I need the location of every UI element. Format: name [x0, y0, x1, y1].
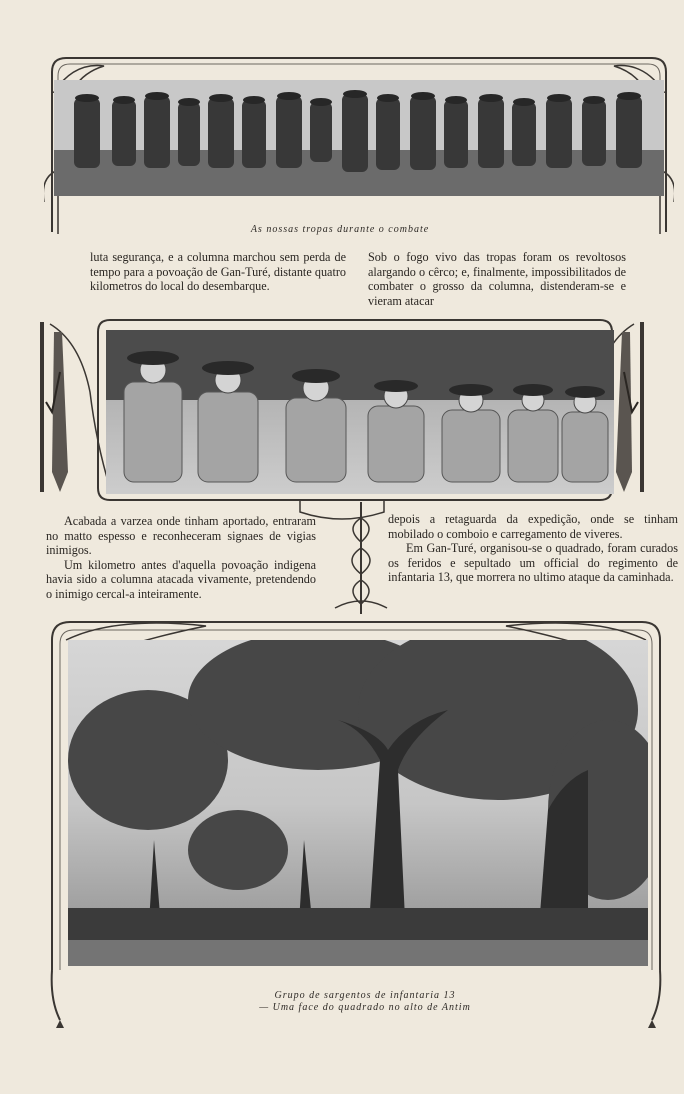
troops-silhouette	[54, 80, 664, 196]
text-mid-right-paragraph-2: Em Gan-Turé, organisou-se o quadrado, foram curados os feridos e sepultado um official do regimento de infantaria 13, que morrera no ultimo ataque da caminhada.	[388, 541, 678, 585]
top-photo	[54, 80, 664, 196]
sargentos-silhouette	[106, 330, 614, 494]
text-mid-left	[46, 514, 316, 602]
trees-silhouette	[68, 640, 648, 966]
text-top-left	[90, 250, 346, 294]
text-mid-right-paragraph-1: depois a retaguarda da expedição, onde se tinham mobilado o comboio e carregamento de viveres.	[388, 512, 678, 541]
bottom-photo-caption-1: Grupo de sargentos de infantaria 13	[274, 990, 456, 1001]
text-top-right	[368, 250, 626, 308]
top-photo-frame	[44, 52, 674, 238]
top-photo-caption: As nossas tropas durante o combate	[250, 224, 430, 235]
bottom-photo-caption-2: — Uma face do quadrado no alto de Antim	[259, 1002, 471, 1013]
middle-photo	[106, 330, 614, 494]
text-mid-left-paragraph-2: Um kilometro antes d'aquella povoação indigena havia sido a columna atacada vivamente, pretendendo o inimigo cercal-a inteiramente.	[46, 557, 316, 601]
text-top-left-paragraph: luta segurança, e a columna marchou sem perda de tempo para a povoação de Gan-Turé, distante quatro kilometros do local do desembarque.	[90, 250, 346, 294]
bottom-photo	[68, 640, 648, 966]
text-mid-left-paragraph-1: Acabada a varzea onde tinham aportado, entraram no matto espesso e reconheceram signaes de vigias inimigos.	[46, 514, 316, 558]
text-top-right-paragraph: Sob o fogo vivo das tropas foram os revoltosos alargando o cêrco; e, finalmente, impossibilitados de combater o grosso da columna, distenderam-se e vieram atacar	[368, 250, 626, 308]
text-mid-right	[388, 512, 678, 585]
center-column-ornament	[331, 498, 391, 618]
